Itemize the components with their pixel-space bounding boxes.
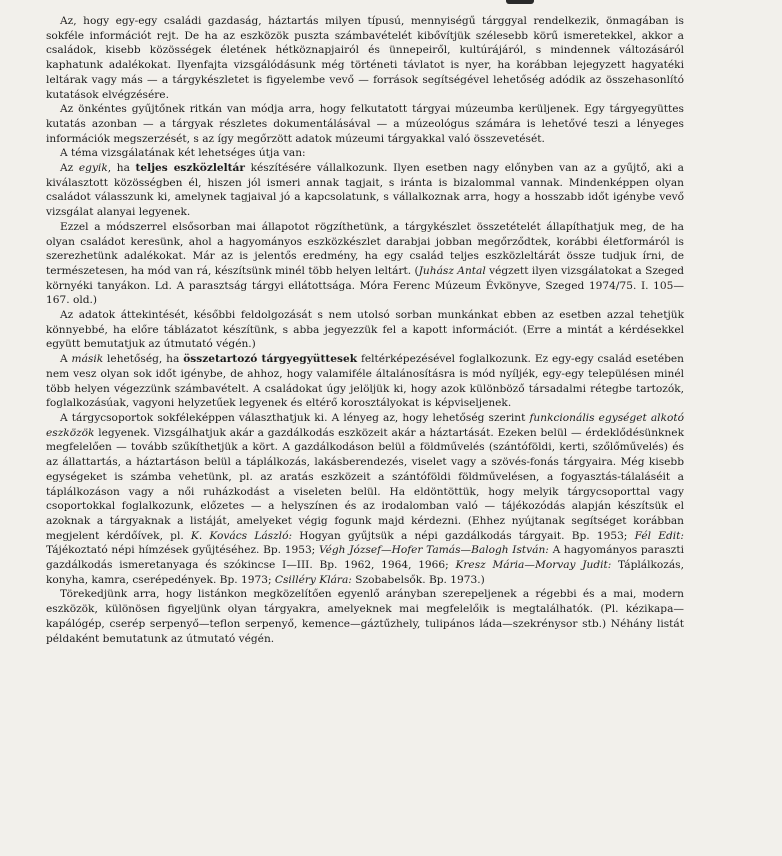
text-run: A (60, 353, 72, 366)
paragraph (46, 587, 684, 646)
bold-text: összetartozó tárgyegyüttesek (183, 353, 358, 366)
text-run: Hogyan gyűjtsük a népi gazdálkodás tárgyait. Bp. 1953; (292, 529, 635, 542)
italic-text: Juhász Antal (418, 264, 486, 277)
text-run: legyenek. Vizsgálhatjuk akár a gazdálkodás eszközeit akár a háztartását. Ezeken belül — érdeklődésünknek megfelelően — tovább szűkíthetjük a kört. A gazdálkodáson belül a földművelés (szántóföldi, kerti, szőlőművelés) és az állattartás, a háztartáson belül a táplálkozás, lakásberendezés, viselet vagy a szövés-fonás tárgyaira. Még kisebb egységeket is számba vehetünk, pl. az aratás eszközeit a szántóföldi földművelésen, a fogyasztás-tálaláséit a táplálkozáson vagy a női ruházkodást a viseleten belül. Ha eldöntöttük, hogy melyik tárgycsoporttal vagy csoportokkal foglalkozunk, előzetes — a helyszínen és az irodalomban való — tájékozódás alapján készítsük el azoknak a tárgyaknak a listáját, amelyeket végig fogunk majd kérdezni. (Ehhez nyújtanak segítséget korábban megjelent kérdőívek, pl. (46, 426, 684, 542)
text-run: Az (60, 162, 79, 175)
text-run: A tárgycsoportok sokféleképpen választhatjuk ki. A lényeg az, hogy lehetőség szerint (60, 411, 530, 424)
paragraph (46, 161, 684, 220)
italic-text: Fél Edit: (634, 529, 684, 542)
body-text (46, 14, 684, 646)
paragraph (46, 411, 684, 587)
text-run: készítésére vállalkozunk. Ilyen esetben nagy előnyben van az a gyűjtő, aki a kiválasztott közösségben él, hiszen jól ismeri annak tagjait, s iránta is bizalommal vannak. Mindenképpen olyan családot válasszunk ki, amelynek tagjaival jó a kapcsolatunk, s vállalkoznak arra, hogy a hosszabb időt igénybe vevő vizsgálat alanyai legyenek. (46, 162, 684, 219)
text-run: A téma vizsgálatának két lehetséges útja van: (60, 147, 306, 160)
text-run: A hagyományos paraszti gazdálkodás ismeretanyaga és szókincse I—III. Bp. 1962, 1964, 1966; (46, 544, 684, 572)
paragraph (46, 14, 684, 102)
text-run: Törekedjünk arra, hogy listánkon megközelítően egyenlő arányban szerepeljenek a régebbi és a mai, modern eszközök, különösen figyeljünk olyan tárgyakra, amelyeknek mai megfelelőik is megtalálhatók. (Pl. kézikapa—kapálógép, cserép serpenyő—teflon serpenyő, kemence—gáztűzhely, tulipános láda—szekrénysor stb.) Néhány listát példaként bemutatunk az útmutató végén. (46, 588, 684, 645)
text-run: Az, hogy egy-egy családi gazdaság, háztartás milyen típusú, mennyiségű tárggyal rendelkezik, önmagában is sokféle információt rejt. De ha az eszközök puszta számbavételét kibővítjük szélesebb körű ismeretekkel, akkor a családok, kisebb közösségek életének hétköznapjairól és ünnepeiről, kultúrájáról, s mindennek változásáról kaphatunk adalékokat. Ilyenfajta vizsgálódásunk még történeti távlatot is nyer, ha korábban lejegyzett hagyatéki leltárak vagy más — a tárgykészletet is figyelembe vevő — források segítségével lehetőség adódik az összehasonlító kutatások elvégzésére. (46, 15, 684, 101)
text-run: Az önkéntes gyűjtőnek ritkán van módja arra, hogy felkutatott tárgyai múzeumba kerüljenek. Egy tárgyegyüttes kutatás azonban — a tárgyak részletes dokumentálásával — a múzeológus számára is lehetővé teszi a lényeges információk megszerzését, s az így megőrzött adatok múzeumi tárgyakkal való összevetését. (46, 103, 684, 145)
page-edge-mark (506, 0, 534, 4)
italic-text: Csilléry Klára: (274, 573, 352, 586)
text-run: Az adatok áttekintését, későbbi feldolgozását s nem utolsó sorban munkánkat ebben az esetben azzal tehetjük könnyebbé, ha előre táblázatot készítünk, s abba jegyezzük fel a kapott információt. (Erre a mintát a kérdésekkel együtt bemutatjuk az útmutató végén.) (46, 309, 684, 351)
italic-text: másik (71, 353, 104, 366)
text-run: Szobabelsők. Bp. 1973.) (351, 573, 485, 586)
italic-text: funkcionális egységet alkotó eszközök (46, 411, 684, 439)
text-run: végzett ilyen vizsgálatokat a Szeged környéki tanyákon. Ld. A parasztság tárgyi ellátottsága. Móra Ferenc Múzeum Évkönyve, Szeged 1974/75. I. 105—167. old.) (46, 264, 685, 307)
italic-text: Végh József—Hofer Tamás—Balogh István: (318, 544, 549, 557)
italic-text: egyik (78, 162, 108, 175)
paragraph (46, 102, 684, 146)
text-run: lehetőség, ha (103, 353, 184, 366)
italic-text: K. Kovács László: (190, 529, 293, 542)
bold-text: teljes eszközleltár (135, 162, 245, 175)
paragraph (46, 308, 684, 352)
text-run: Tájékoztató népi hímzések gyűjtéséhez. Bp. 1953; (46, 544, 319, 557)
italic-text: Kresz Mária—Morvay Judit: (455, 559, 612, 572)
paragraph (46, 220, 684, 308)
text-run: Ezzel a módszerrel elsősorban mai állapotot rögzíthetünk, a tárgykészlet összetételét állapíthatjuk meg, de ha olyan családot keresünk, ahol a hagyományos eszközkészlet darabjai jobban megőrződtek, korábbi életformáról is szerezhetünk adalékokat. Már az is jelentős eredmény, ha egy család teljes eszközleltárát össze tudjuk írni, de természetesen, ha mód van rá, készítsünk minél több helyen leltárt. ( (46, 220, 684, 277)
text-run: Táplálkozás, konyha, kamra, cserépedények. Bp. 1973; (46, 559, 684, 586)
text-run: , ha (107, 162, 136, 175)
paragraph (46, 146, 684, 161)
text-run: feltérképezésével foglalkozunk. Ez egy-egy család esetében nem vesz olyan sok időt igénybe, de ahhoz, hogy valamiféle általánosításra is mód nyíljék, egy-egy településen minél több helyen végezzünk számbavételt. A családokat úgy jelöljük ki, hogy azok különböző társadalmi rétegbe tartozók, foglalkozásúak, vagyoni helyzetűek legyenek és eltérő korosztályokat is képviseljenek. (46, 353, 684, 410)
paragraph (46, 352, 684, 411)
